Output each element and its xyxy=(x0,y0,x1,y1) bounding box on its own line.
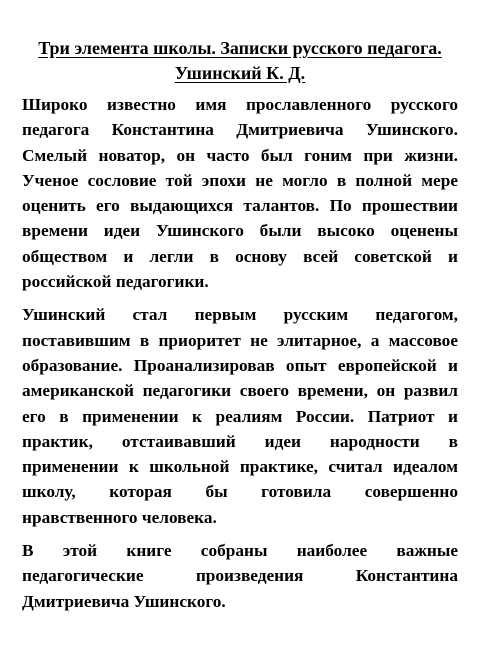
paragraph-2: Ушинский стал первым русским педагогом, поставившим в приоритет не элитарное, а массовое образование. Проанализировав опыт европейской и американской педагогики своего времени, он развил его в применении к реалиям России. Патриот и практик, отстаивавший идеи народности в применении к школьной практике, считал идеалом школу, которая бы готовила совершенно нравственного человека. xyxy=(22,305,458,527)
paragraph-3: В этой книге собраны наиболее важные педагогические произведения Константина Дмитриевича Ушинского. xyxy=(22,541,458,611)
paragraph-1: Широко известно имя прославленного русского педагога Константина Дмитриевича Ушинского. Смелый новатор, он часто был гоним при жизни. Ученое сословие той эпохи не могло в полной мере оценить его выдающихся талантов. По прошествии времени идеи Ушинского были высоко оценены обществом и легли в основу всей советской и российской педагогики. xyxy=(22,95,458,292)
document-title: Три элемента школы. Записки русского педагога. Ушинский К. Д. xyxy=(38,38,442,83)
